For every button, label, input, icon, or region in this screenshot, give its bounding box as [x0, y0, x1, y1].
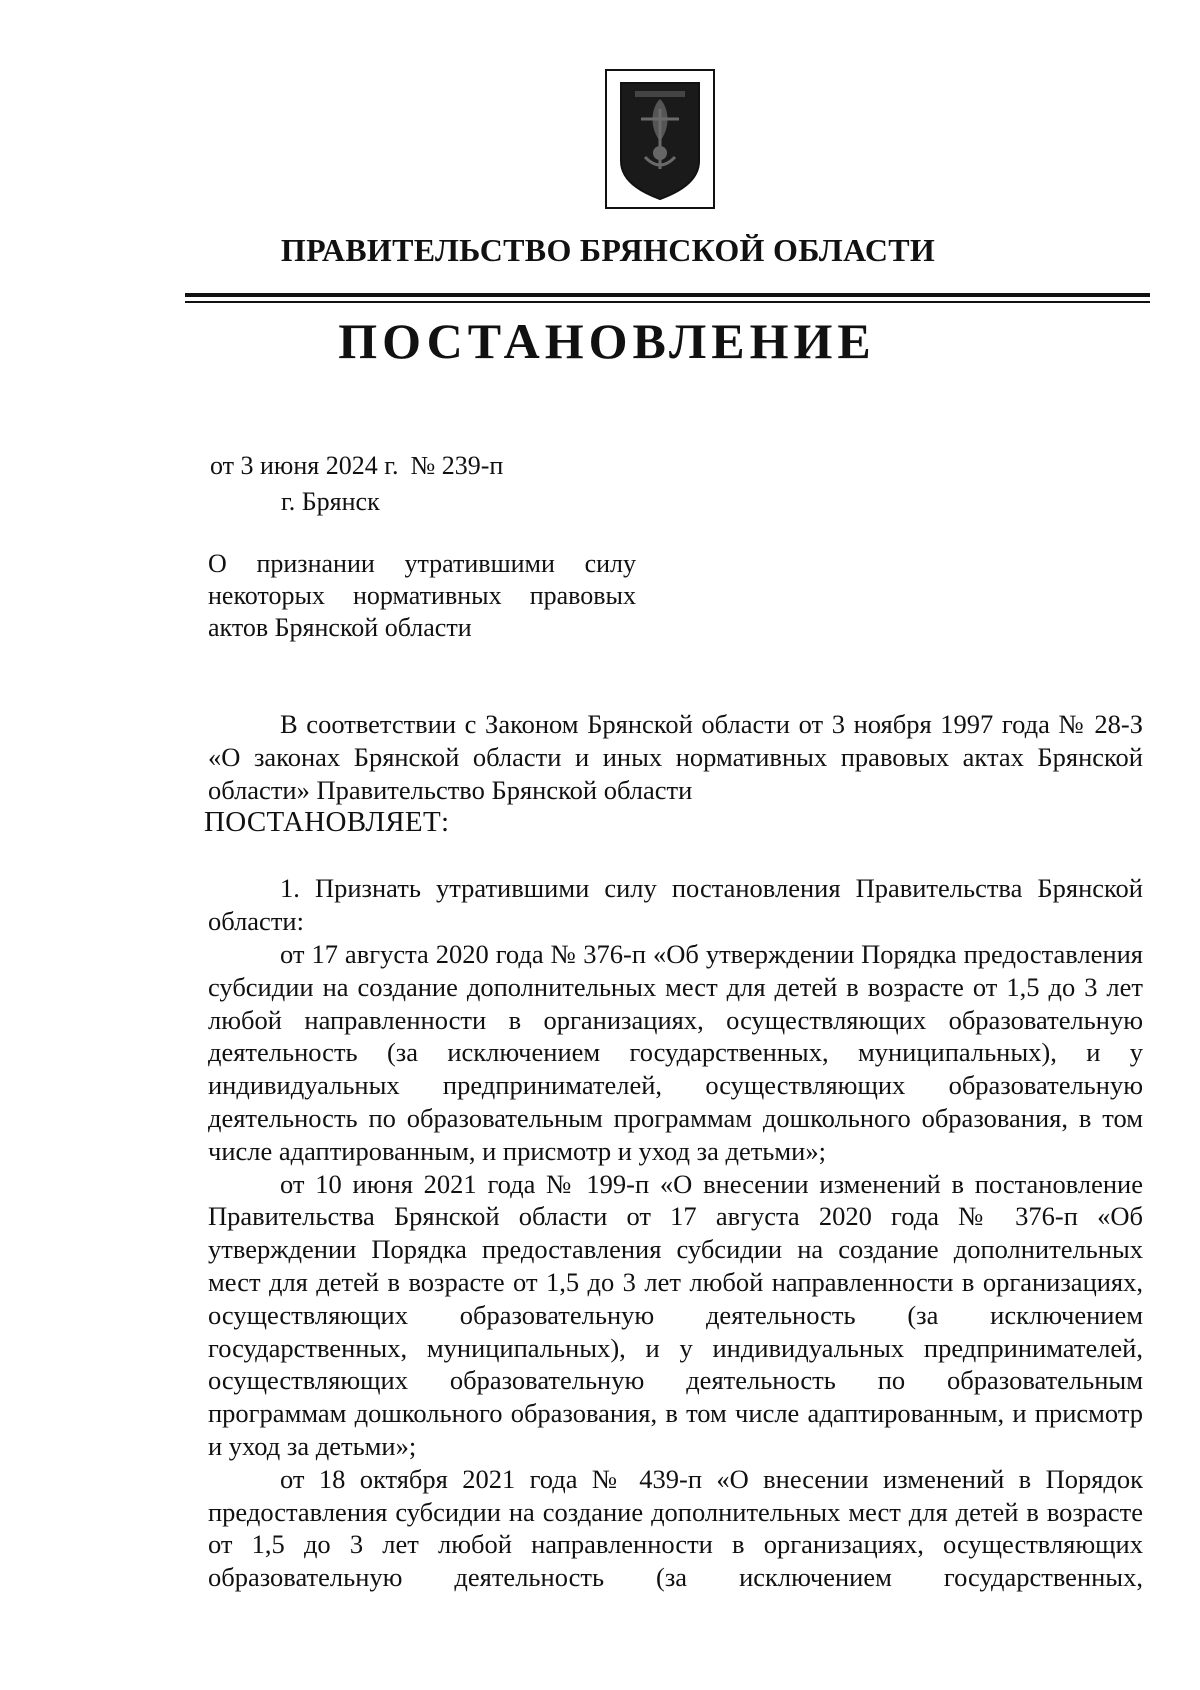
subject-line: некоторых нормативных правовых	[208, 581, 636, 610]
government-name: ПРАВИТЕЛЬСТВО БРЯНСКОЙ ОБЛАСТИ	[280, 232, 936, 268]
document-subject	[208, 548, 636, 644]
document-body	[204, 708, 1143, 1594]
subject-line: актов Брянской области	[208, 613, 472, 642]
repealed-act-item: от 18 октября 2021 года № 439-п «О внесении изменений в Порядок предоставления субсидии на создание дополнительных мест для детей в возрасте от 1,5 до 3 лет любой направленности в организациях, осуществляющих образовательную деятельность (за исключением государственных,	[208, 1463, 1143, 1593]
document-date-number	[210, 449, 503, 483]
document-type-title: ПОСТАНОВЛЕНИЕ	[338, 313, 876, 369]
coat-of-arms-emblem	[605, 69, 715, 209]
document-date: от 3 июня 2024 г.	[210, 451, 399, 480]
header-rule-thin	[185, 301, 1150, 303]
document-city: г. Брянск	[281, 487, 380, 516]
header-rule-thick	[185, 293, 1150, 297]
subject-line: О признании утратившими силу	[208, 549, 636, 578]
repealed-act-item: от 10 июня 2021 года № 199-п «О внесении изменений в постановление Правительства Брянской области от 17 августа 2020 года № 376-п «Об утверждении Порядка предоставления субсидии на создание дополнительных мест для детей в возрасте от 1,5 до 3 лет любой направленности в организациях, осуществляющих образовательную деятельность (за исключением государственных, муниципальных), и у индивидуальных предпринимателей, осуществляющих образовательную деятельность по образовательным программам дошкольного образования, в том числе адаптированным, и присмотр и уход за детьми»;	[208, 1168, 1143, 1461]
document-number: № 239-п	[410, 451, 504, 480]
repealed-act-item: от 17 августа 2020 года № 376-п «Об утверждении Порядка предоставления субсидии на создание дополнительных мест для детей в возрасте от 1,5 до 3 лет любой направленности в организациях, осуществляющих образовательную деятельность (за исключением государственных, муниципальных), и у индивидуальных предпринимателей, осуществляющих образовательную деятельность по образовательным программам дошкольного образования, в том числе адаптированным, и присмотр и уход за детьми»;	[208, 938, 1143, 1166]
decree-word: ПОСТАНОВЛЯЕТ:	[204, 806, 450, 839]
item-1-intro: 1. Признать утратившими силу постановления Правительства Брянской области:	[208, 873, 1143, 937]
preamble-paragraph: В соответствии с Законом Брянской области от 3 ноября 1997 года № 28-З «О законах Брянской области и иных нормативных правовых актах Брянской области» Правительство Брянской области	[208, 709, 1143, 805]
